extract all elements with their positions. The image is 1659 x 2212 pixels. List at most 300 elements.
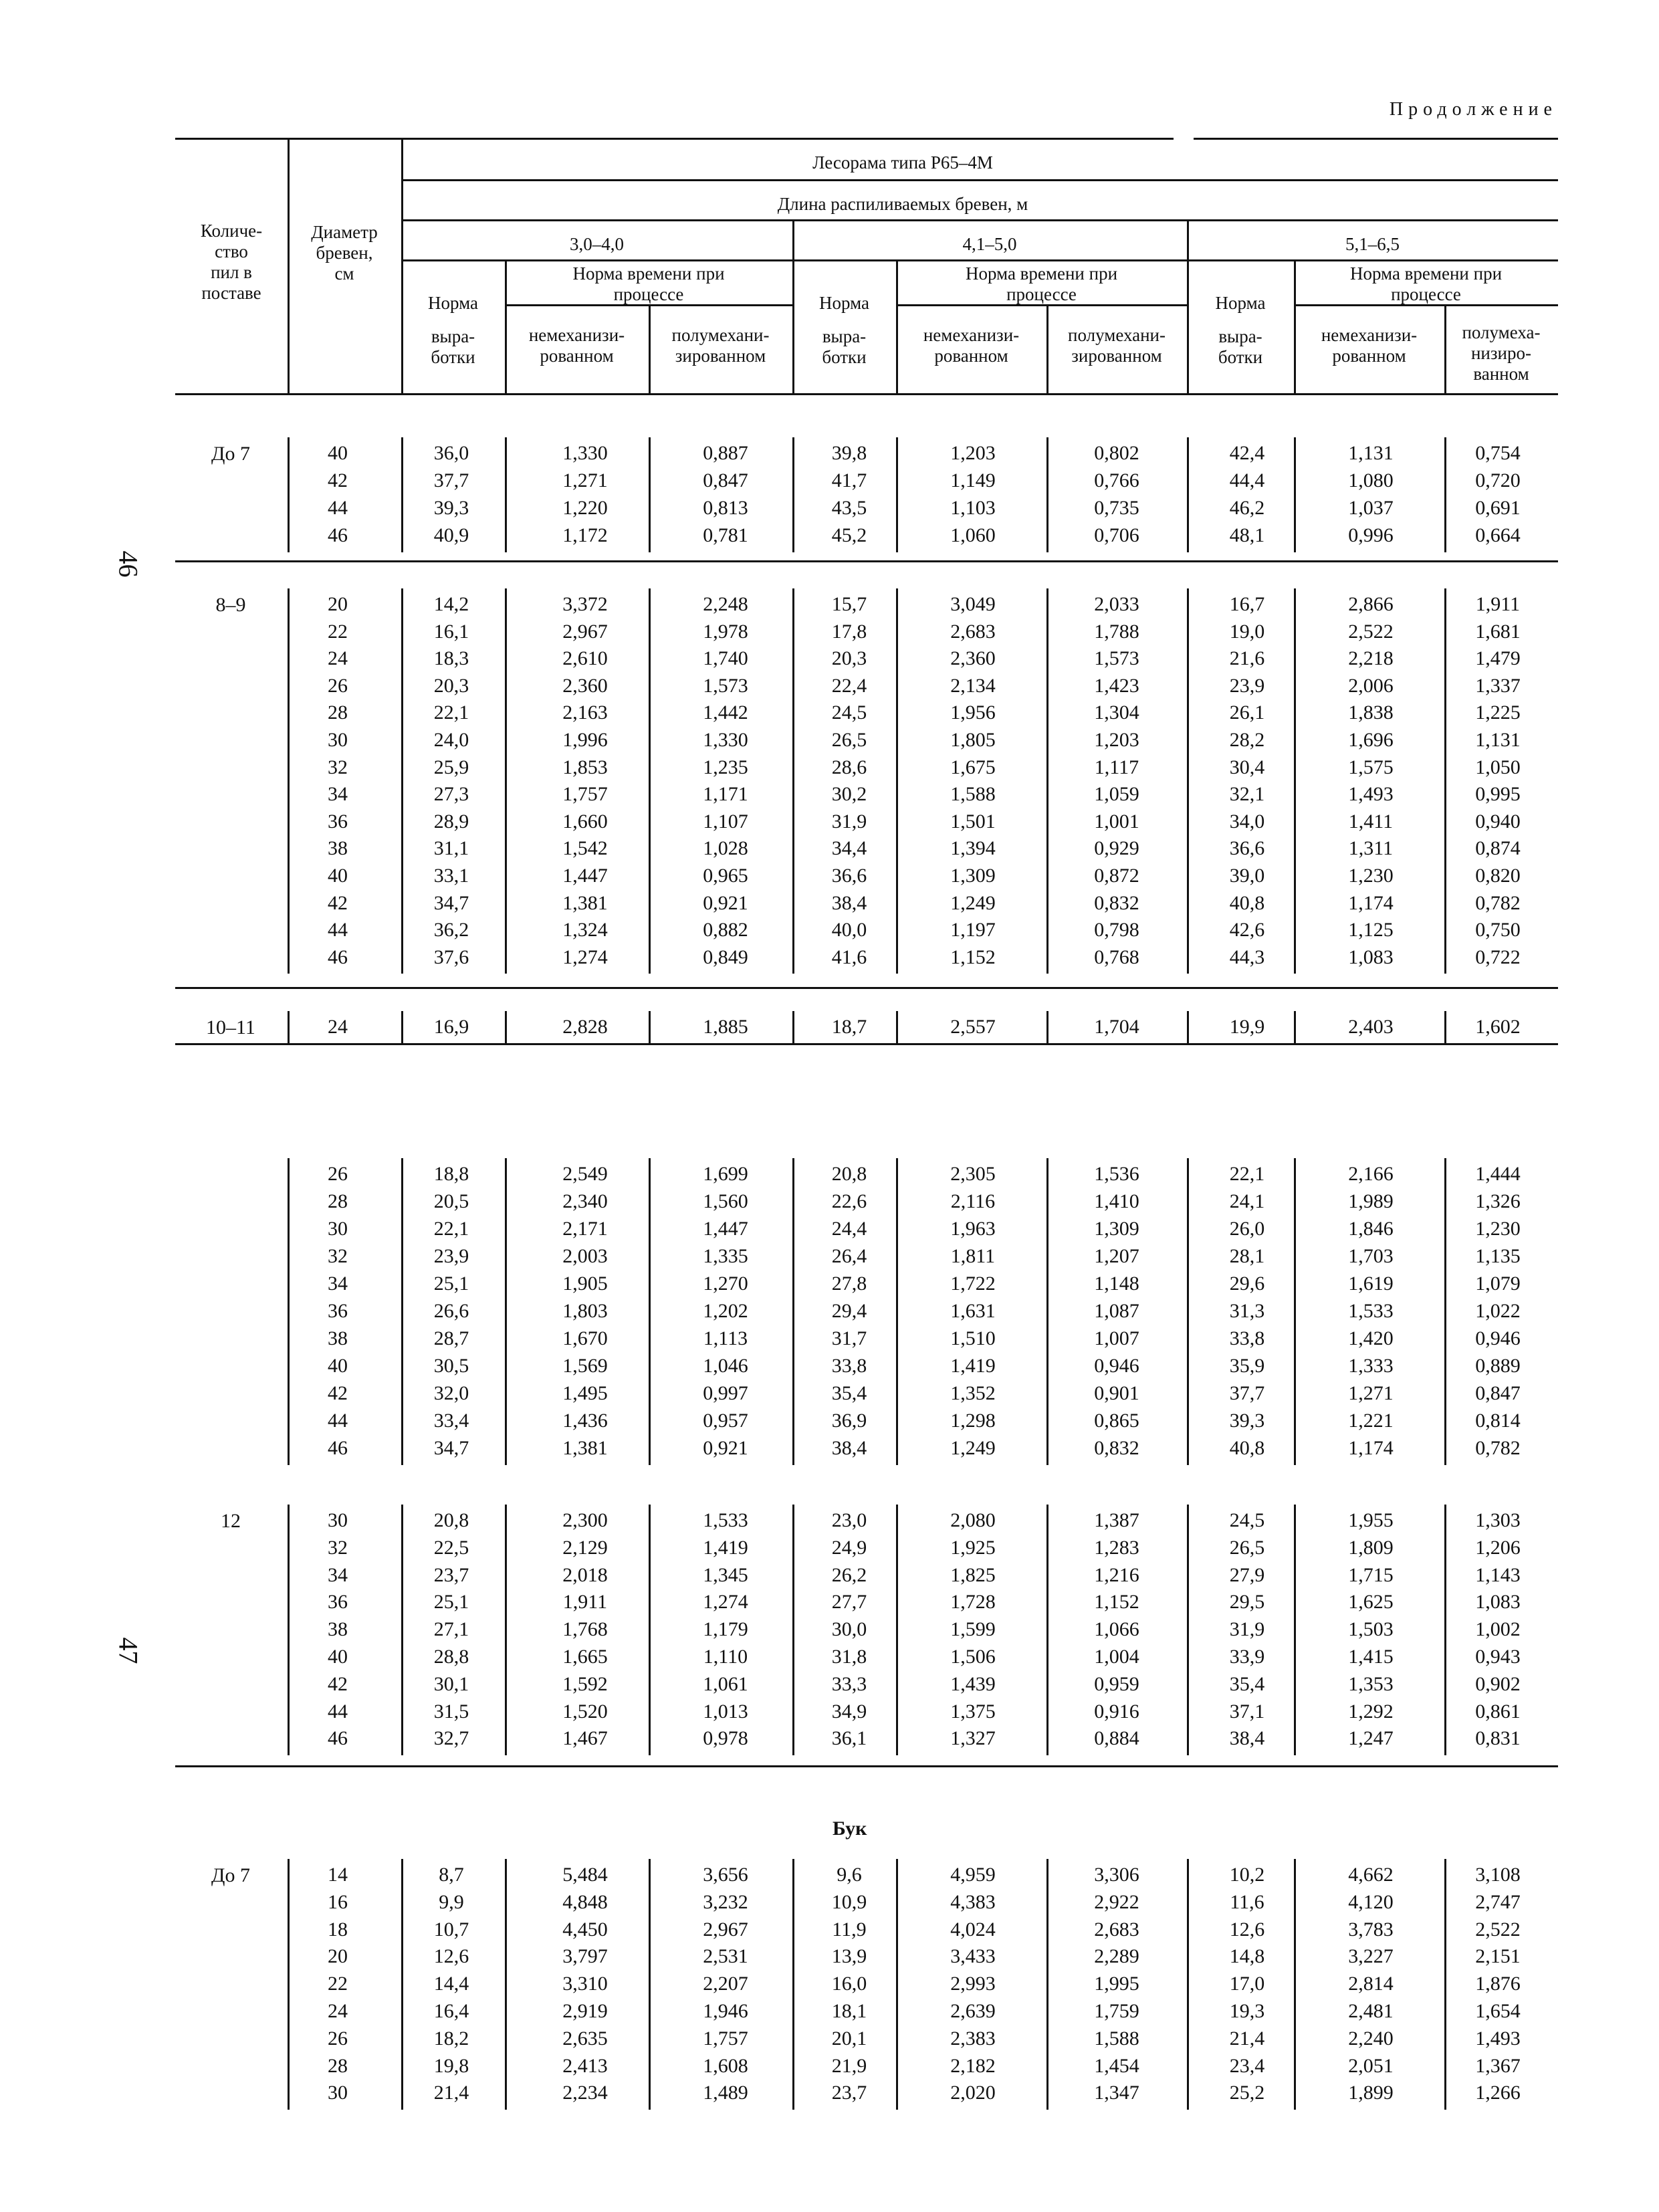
table-cell: 2,340: [562, 1190, 608, 1212]
table-cell: 28: [328, 1190, 348, 1212]
table-cell: 2,289: [1094, 1945, 1139, 1968]
table-cell: 21,6: [1229, 647, 1265, 670]
table-cell: 2,413: [562, 2054, 608, 2077]
continuation-label: Продолжение: [1389, 99, 1557, 120]
table-cell: 1,131: [1348, 442, 1394, 464]
table-cell: 1,592: [562, 1672, 608, 1695]
table-cell: 4,120: [1348, 1890, 1394, 1913]
table-cell: 33,3: [831, 1672, 867, 1695]
table-cell: 44: [328, 919, 348, 942]
table-cell: 0,997: [703, 1382, 748, 1404]
table-cell: 0,849: [703, 946, 748, 968]
table-cell: 1,345: [703, 1563, 748, 1586]
table-cell: 1,660: [562, 810, 608, 833]
header-nonmech: немеханизи- рованном: [923, 325, 1020, 366]
table-cell: 18,3: [433, 647, 469, 670]
table-cell: 1,221: [1348, 1410, 1394, 1432]
table-cell: 1,207: [1094, 1245, 1139, 1267]
table-cell: 1,309: [950, 865, 996, 887]
group-separator: [175, 560, 1558, 562]
table-cell: 44: [328, 1700, 348, 1723]
table-cell: 2,747: [1475, 1890, 1521, 1913]
table-cell: 18,7: [831, 1016, 867, 1038]
table-cell: 1,599: [950, 1618, 996, 1641]
table-cell: 44,4: [1229, 469, 1265, 491]
table-cell: 1,061: [703, 1672, 748, 1695]
table-cell: 35,4: [1229, 1672, 1265, 1695]
table-cell: 31,9: [1229, 1618, 1265, 1641]
table-cell: 42: [328, 469, 348, 491]
table-cell: 2,383: [950, 2027, 996, 2050]
table-cell: 0,781: [703, 524, 748, 546]
header-length-title: Длина распиливаемых бревен, м: [777, 194, 1028, 214]
table-cell: 1,447: [562, 865, 608, 887]
table-cell: 1,333: [1348, 1355, 1394, 1377]
table-cell: 3,797: [562, 1945, 608, 1968]
table-cell: 42,6: [1229, 919, 1265, 942]
column-rule: [792, 588, 794, 974]
table-cell: 34,4: [831, 837, 867, 860]
table-cell: 38: [328, 837, 348, 860]
header-nonmech: немеханизи- рованном: [1321, 325, 1418, 366]
table-cell: 46: [328, 946, 348, 968]
table-cell: 30,5: [433, 1355, 469, 1377]
table-cell: 1,846: [1348, 1218, 1394, 1240]
table-cell: 1,216: [1094, 1563, 1139, 1586]
table-cell: 1,588: [950, 783, 996, 806]
table-cell: 2,403: [1348, 1016, 1394, 1038]
table-cell: 12,6: [1229, 1918, 1265, 1941]
table-cell: 1,303: [1475, 1509, 1521, 1531]
table-cell: 1,899: [1348, 2082, 1394, 2104]
table-cell: 2,993: [950, 1973, 996, 1995]
table-cell: 30,4: [1229, 756, 1265, 778]
header-norm-time: Норма времени при процессе: [1349, 263, 1503, 304]
table-cell: 1,536: [1094, 1163, 1139, 1185]
table-cell: 30,0: [831, 1618, 867, 1641]
table-cell: 1,703: [1348, 1245, 1394, 1267]
table-cell: 14,2: [433, 593, 469, 615]
table-cell: 4,383: [950, 1890, 996, 1913]
table-cell: 36,2: [433, 919, 469, 942]
table-cell: 14,8: [1229, 1945, 1265, 1968]
column-rule: [1046, 1011, 1048, 1043]
table-cell: 1,533: [1348, 1300, 1394, 1322]
header-rule-ranges: [401, 259, 1558, 261]
table-cell: 1,533: [703, 1509, 748, 1531]
table-cell: 1,995: [1094, 1973, 1139, 1995]
table-cell: 30: [328, 1509, 348, 1531]
table-cell: 2,151: [1475, 1945, 1521, 1968]
table-cell: 33,8: [1229, 1327, 1265, 1349]
table-cell: 2,218: [1348, 647, 1394, 670]
header-top-rule: [175, 138, 1174, 140]
header-nonmech: немеханизи- рованном: [528, 325, 625, 366]
table-cell: 1,304: [1094, 701, 1139, 724]
table-cell: 10,2: [1229, 1864, 1265, 1886]
group-separator: [175, 1765, 1558, 1767]
table-cell: 1,625: [1348, 1591, 1394, 1614]
table-cell: 0,813: [703, 497, 748, 519]
table-cell: 43,5: [831, 497, 867, 519]
table-cell: 28: [328, 701, 348, 724]
table-cell: 2,549: [562, 1163, 608, 1185]
table-cell: 13,9: [831, 1945, 867, 1968]
table-cell: 26,5: [831, 729, 867, 751]
table-cell: 42,4: [1229, 442, 1265, 464]
table-cell: 1,059: [1094, 783, 1139, 806]
table-cell: 40,0: [831, 919, 867, 942]
table-cell: 0,865: [1094, 1410, 1139, 1432]
header-norm-time: Норма времени при процессе: [965, 263, 1118, 304]
table-cell: 40: [328, 1646, 348, 1668]
table-cell: 30,1: [433, 1672, 469, 1695]
header-range-2: 4,1–5,0: [962, 234, 1017, 254]
table-cell: 25,2: [1229, 2082, 1265, 2104]
table-cell: 34,0: [1229, 810, 1265, 833]
table-cell: 27,7: [831, 1591, 867, 1614]
table-cell: 11,6: [1230, 1890, 1264, 1913]
table-cell: 1,423: [1094, 674, 1139, 697]
table-cell: 1,608: [703, 2054, 748, 2077]
table-cell: 33,9: [1229, 1646, 1265, 1668]
table-cell: 1,876: [1475, 1973, 1521, 1995]
table-cell: 1,825: [950, 1563, 996, 1586]
table-cell: 1,174: [1348, 1437, 1394, 1459]
table-cell: 28,2: [1229, 729, 1265, 751]
table-cell: 2,967: [703, 1918, 748, 1941]
table-cell: 1,454: [1094, 2054, 1139, 2077]
table-cell: 46: [328, 1437, 348, 1459]
table-cell: 1,103: [950, 497, 996, 519]
table-cell: 4,450: [562, 1918, 608, 1941]
table-cell: 1,809: [1348, 1536, 1394, 1559]
table-cell: 2,003: [562, 1245, 608, 1267]
table-cell: 1,225: [1475, 701, 1521, 724]
table-cell: 1,447: [703, 1218, 748, 1240]
table-cell: 32: [328, 1245, 348, 1267]
table-cell: 19,0: [1229, 620, 1265, 643]
table-cell: 0,995: [1475, 783, 1521, 806]
table-cell: 1,381: [562, 1437, 608, 1459]
table-cell: 22: [328, 1973, 348, 1995]
table-cell: 20,1: [831, 2027, 867, 2050]
table-cell: 8,7: [439, 1864, 464, 1886]
table-cell: 2,531: [703, 1945, 748, 1968]
table-cell: 1,956: [950, 701, 996, 724]
table-cell: 25,1: [433, 1591, 469, 1614]
table-cell: 1,002: [1475, 1618, 1521, 1641]
table-cell: 1,699: [703, 1163, 748, 1185]
table-cell: 0,943: [1475, 1646, 1521, 1668]
table-cell: 0,887: [703, 442, 748, 464]
table-cell: 36: [328, 810, 348, 833]
table-cell: 39,8: [831, 442, 867, 464]
table-cell: 17,0: [1229, 1973, 1265, 1995]
table-cell: 32,1: [1229, 783, 1265, 806]
table-cell: 26,6: [433, 1300, 469, 1322]
table-cell: 0,814: [1475, 1410, 1521, 1432]
table-cell: 1,681: [1475, 620, 1521, 643]
table-cell: 1,083: [1348, 946, 1394, 968]
table-cell: 27,3: [433, 783, 469, 806]
table-cell: 1,569: [562, 1355, 608, 1377]
table-cell: 23,9: [433, 1245, 469, 1267]
table-cell: 34: [328, 783, 348, 806]
table-cell: 4,024: [950, 1918, 996, 1941]
table-cell: 3,310: [562, 1973, 608, 1995]
table-cell: 0,861: [1475, 1700, 1521, 1723]
table-cell: 1,206: [1475, 1536, 1521, 1559]
table-cell: 1,298: [950, 1410, 996, 1432]
table-cell: 3,227: [1348, 1945, 1394, 1968]
column-rule: [649, 437, 651, 552]
table-cell: 38: [328, 1618, 348, 1641]
table-cell: 23,0: [831, 1509, 867, 1531]
table-cell: 0,921: [703, 1437, 748, 1459]
table-cell: 36,6: [1229, 837, 1265, 860]
table-cell: 2,018: [562, 1563, 608, 1586]
table-cell: 0,691: [1475, 497, 1521, 519]
table-cell: 1,788: [1094, 620, 1139, 643]
table-cell: 4,848: [562, 1890, 608, 1913]
table-cell: 1,560: [703, 1190, 748, 1212]
table-cell: 2,080: [950, 1509, 996, 1531]
table-cell: 2,639: [950, 2000, 996, 2022]
header-norm-output: Норма: [1215, 293, 1266, 313]
table-cell: 36,6: [831, 865, 867, 887]
column-rule: [649, 1158, 651, 1465]
table-cell: 39,3: [433, 497, 469, 519]
table-cell: 1,335: [703, 1245, 748, 1267]
table-cell: 3,783: [1348, 1918, 1394, 1941]
table-cell: 1,853: [562, 756, 608, 778]
table-cell: 24,5: [1229, 1509, 1265, 1531]
table-cell: 1,324: [562, 919, 608, 942]
table-cell: 28,9: [433, 810, 469, 833]
table-cell: 1,704: [1094, 1016, 1139, 1038]
table-cell: 40: [328, 442, 348, 464]
table-cell: 1,803: [562, 1300, 608, 1322]
table-cell: 15,7: [831, 593, 867, 615]
table-cell: 0,722: [1475, 946, 1521, 968]
column-rule: [649, 588, 651, 974]
table-cell: 25,1: [433, 1273, 469, 1295]
table-cell: 0,782: [1475, 1437, 1521, 1459]
table-cell: 1,110: [703, 1646, 748, 1668]
table-cell: 24,5: [831, 701, 867, 724]
table-cell: 29,6: [1229, 1273, 1265, 1295]
column-rule: [649, 1505, 651, 1755]
table-cell: 41,6: [831, 946, 867, 968]
table-cell: 1,757: [562, 783, 608, 806]
table-cell: 1,501: [950, 810, 996, 833]
table-cell: 2,134: [950, 674, 996, 697]
header-norm-output-sub: выра- ботки: [1218, 326, 1263, 367]
table-cell: 1,911: [562, 1591, 608, 1614]
table-cell: 20,8: [831, 1163, 867, 1185]
table-cell: 26,0: [1229, 1218, 1265, 1240]
table-cell: 1,007: [1094, 1327, 1139, 1349]
table-cell: 1,575: [1348, 756, 1394, 778]
table-cell: 30: [328, 2082, 348, 2104]
table-cell: 1,066: [1094, 1618, 1139, 1641]
table-cell: 27,1: [433, 1618, 469, 1641]
table-cell: 1,838: [1348, 701, 1394, 724]
table-cell: 1,309: [1094, 1218, 1139, 1240]
table-cell: 1,143: [1475, 1563, 1521, 1586]
table-cell: 31,5: [433, 1700, 469, 1723]
table-cell: 1,489: [703, 2082, 748, 2104]
table-cell: 27,8: [831, 1273, 867, 1295]
table-cell: 34: [328, 1273, 348, 1295]
table-cell: 0,957: [703, 1410, 748, 1432]
table-cell: 16: [328, 1890, 348, 1913]
table-cell: 36,1: [831, 1727, 867, 1750]
table-cell: 18: [328, 1918, 348, 1941]
table-cell: 33,4: [433, 1410, 469, 1432]
table-cell: 44: [328, 497, 348, 519]
table-cell: 1,696: [1348, 729, 1394, 751]
table-cell: 0,946: [1094, 1355, 1139, 1377]
table-cell: 24,0: [433, 729, 469, 751]
table-cell: 40: [328, 865, 348, 887]
table-cell: 0,882: [703, 919, 748, 942]
table-cell: 2,635: [562, 2027, 608, 2050]
column-rule: [896, 588, 898, 974]
table-cell: 1,050: [1475, 756, 1521, 778]
table-cell: 40,8: [1229, 891, 1265, 914]
table-cell: 39,0: [1229, 865, 1265, 887]
table-cell: 1,631: [950, 1300, 996, 1322]
table-cell: 1,415: [1348, 1646, 1394, 1668]
header-norm-output-sub: выра- ботки: [431, 326, 475, 367]
table-cell: 34: [328, 1563, 348, 1586]
table-cell: 2,234: [562, 2082, 608, 2104]
table-cell: 1,117: [1094, 756, 1139, 778]
table-cell: 34,9: [831, 1700, 867, 1723]
table-cell: 17,8: [831, 620, 867, 643]
table-cell: 5,484: [562, 1864, 608, 1886]
table-cell: 26,1: [1229, 701, 1265, 724]
section-title-buk: Бук: [833, 1817, 867, 1840]
table-cell: 44,3: [1229, 946, 1265, 968]
table-cell: 32: [328, 756, 348, 778]
table-cell: 1,419: [703, 1536, 748, 1559]
table-cell: 0,921: [703, 891, 748, 914]
table-cell: 1,963: [950, 1218, 996, 1240]
table-cell: 1,479: [1475, 647, 1521, 670]
table-cell: 30: [328, 729, 348, 751]
table-cell: 1,197: [950, 919, 996, 942]
table-cell: 1,757: [703, 2027, 748, 2050]
header-range-3: 5,1–6,5: [1345, 234, 1400, 254]
table-cell: 2,163: [562, 701, 608, 724]
table-cell: 20,3: [433, 674, 469, 697]
table-cell: 1,506: [950, 1646, 996, 1668]
table-cell: 0,959: [1094, 1672, 1139, 1695]
table-cell: 2,481: [1348, 2000, 1394, 2022]
page-number-upper: 46: [113, 550, 144, 578]
column-rule: [1046, 1505, 1048, 1755]
table-cell: 0,766: [1094, 469, 1139, 491]
table-cell: 28,6: [831, 756, 867, 778]
table-cell: 38,4: [831, 891, 867, 914]
table-cell: 2,610: [562, 647, 608, 670]
table-cell: 36,0: [433, 442, 469, 464]
table-cell: 2,814: [1348, 1973, 1394, 1995]
column-rule: [1294, 588, 1296, 974]
table-cell: 1,542: [562, 837, 608, 860]
table-cell: 23,4: [1229, 2054, 1265, 2077]
table-cell: 2,866: [1348, 593, 1394, 615]
table-cell: 36: [328, 1300, 348, 1322]
table-cell: 1,911: [1475, 593, 1521, 615]
table-cell: 26: [328, 674, 348, 697]
table-cell: 1,715: [1348, 1563, 1394, 1586]
table-cell: 0,874: [1475, 837, 1521, 860]
table-cell: 0,798: [1094, 919, 1139, 942]
header-norm-time: Норма времени при процессе: [572, 263, 725, 304]
table-cell: 4,959: [950, 1864, 996, 1886]
table-cell: 1,367: [1475, 2054, 1521, 2077]
table-cell: 1,602: [1475, 1016, 1521, 1038]
column-rule: [1046, 588, 1048, 974]
table-cell: 1,493: [1475, 2027, 1521, 2050]
page-number-lower: 47: [113, 1637, 144, 1664]
table-cell: 2,051: [1348, 2054, 1394, 2077]
table-cell: 1,028: [703, 837, 748, 860]
table-cell: 31,8: [831, 1646, 867, 1668]
table-cell: 10,9: [831, 1890, 867, 1913]
table-cell: 2,006: [1348, 674, 1394, 697]
table-cell: 18,1: [831, 2000, 867, 2022]
table-cell: 14,4: [433, 1973, 469, 1995]
table-cell: 22,4: [831, 674, 867, 697]
table-cell: 22,1: [1229, 1163, 1265, 1185]
table-cell: 26,5: [1229, 1536, 1265, 1559]
table-cell: 0,832: [1094, 1437, 1139, 1459]
table-cell: 0,929: [1094, 837, 1139, 860]
table-cell: 23,9: [1229, 674, 1265, 697]
table-cell: 3,108: [1475, 1864, 1521, 1886]
table-cell: 25,9: [433, 756, 469, 778]
table-cell: 1,274: [703, 1591, 748, 1614]
table-cell: 0,946: [1475, 1327, 1521, 1349]
table-cell: 1,152: [950, 946, 996, 968]
table-cell: 33,8: [831, 1355, 867, 1377]
table-cell: 0,847: [1475, 1382, 1521, 1404]
table-cell: 1,411: [1348, 810, 1394, 833]
table-cell: 0,664: [1475, 524, 1521, 546]
table-cell: 1,410: [1094, 1190, 1139, 1212]
table-cell: 24: [328, 2000, 348, 2022]
table-cell: 1,148: [1094, 1273, 1139, 1295]
table-cell: 26: [328, 2027, 348, 2050]
table-cell: 48,1: [1229, 524, 1265, 546]
table-cell: 2,522: [1475, 1918, 1521, 1941]
table-cell: 46: [328, 524, 348, 546]
table-cell: 14: [328, 1864, 348, 1886]
table-cell: 34,7: [433, 891, 469, 914]
header-rule-machine: [401, 179, 1558, 181]
table-cell: 35,9: [1229, 1355, 1265, 1377]
table-cell: 29,4: [831, 1300, 867, 1322]
table-cell: 1,202: [703, 1300, 748, 1322]
table-cell: 38,4: [831, 1437, 867, 1459]
table-cell: 1,420: [1348, 1327, 1394, 1349]
table-cell: 1,978: [703, 620, 748, 643]
